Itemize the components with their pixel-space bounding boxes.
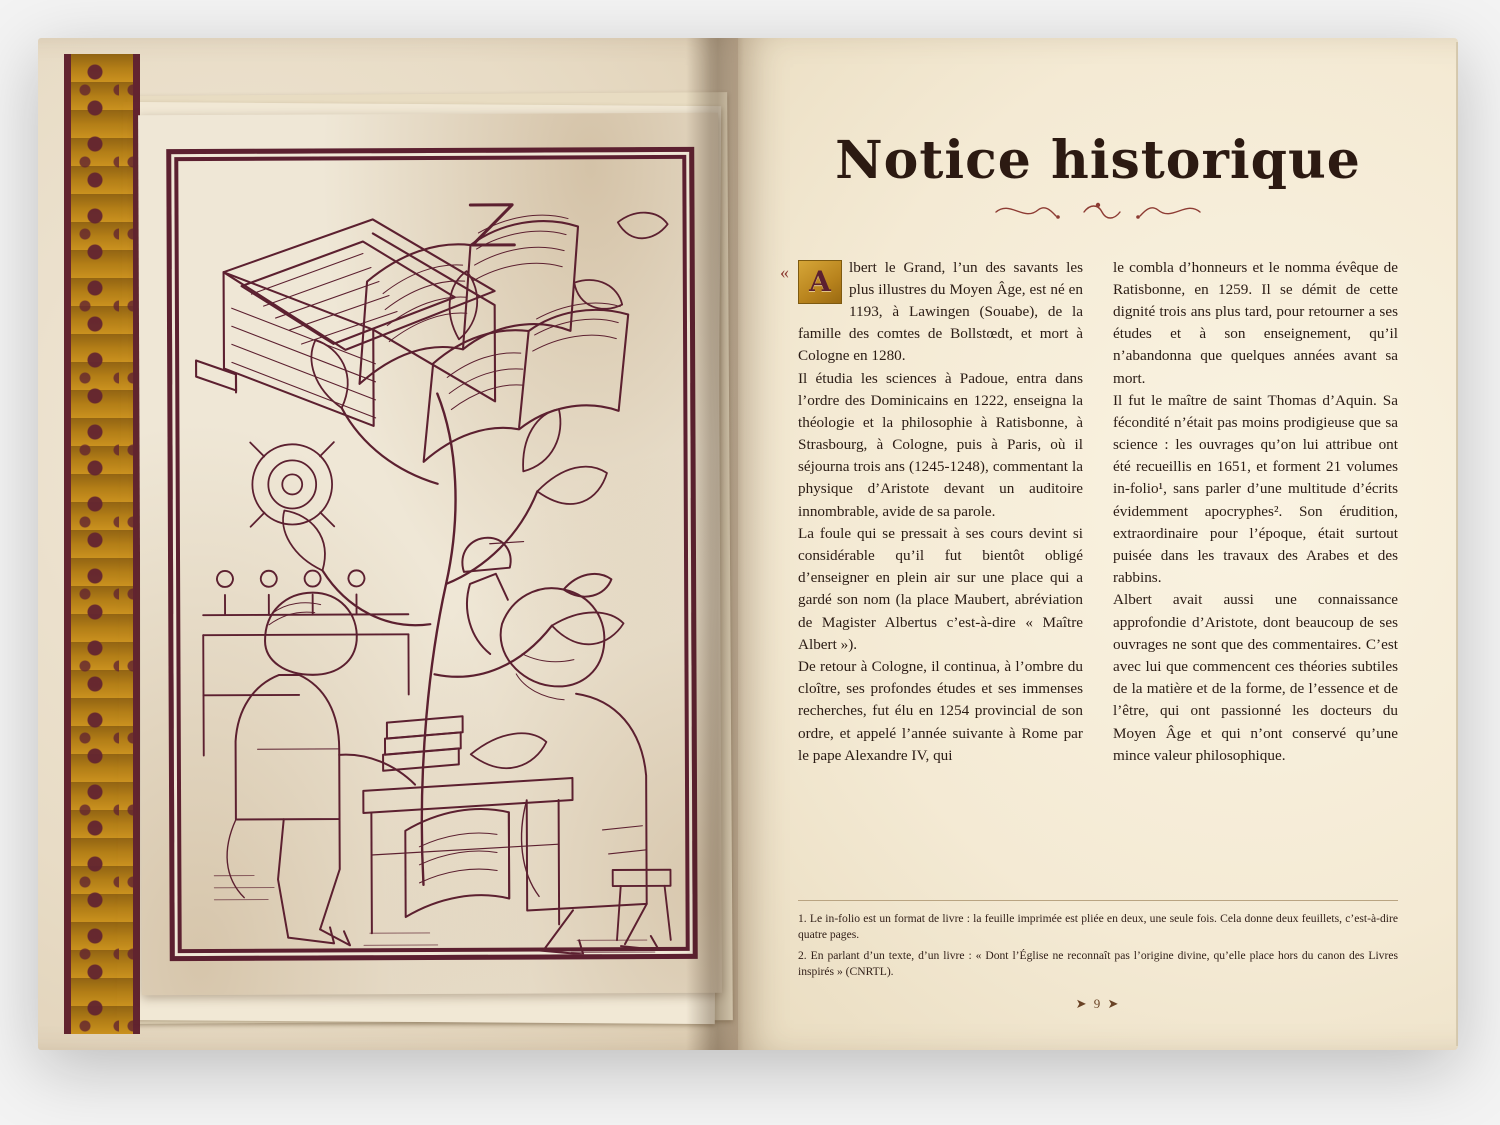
paragraph: Albert avait aussi une connaissance approfondie d’Aristote, dont beaucoup de ses ouvrages ne sont que des commentaires. C’est avec lui que commencent ces théories subtiles de la matière et de la forme, de l’essence et de l’être, qui ont passionné les docteurs du Moyen Âge et qui n’ont conservé qu’une mince valeur philosophique. <box>1113 591 1398 764</box>
paragraph: lbert le Grand, l’un des savants les plus illustres du Moyen Âge, est né en 1193, à Lawingen (Souabe), de la famille des comtes de Bollstœdt, et mort à Cologne en 1280. <box>798 258 1083 365</box>
opening-guillemet: « <box>780 261 789 282</box>
footnote-item: 2. En parlant d’un texte, d’un livre : « Dont l’Église ne reconnaît pas l’origine divine, qu’elle place hors du canon des Livres inspirés » (CNRTL). <box>798 948 1398 979</box>
column-left <box>780 257 1083 767</box>
two-column-layout <box>780 257 1398 767</box>
woodcut-frame <box>166 147 698 961</box>
page-title: Notice historique <box>835 130 1361 191</box>
drop-cap-letter: A <box>798 260 842 304</box>
left-page-illustration <box>38 38 738 1050</box>
paragraph: De retour à Cologne, il continua, à l’ombre du cloître, ses profondes études et ses immenses recherches, fut élu en 1254 provincial de son ordre, et appelé l’année suivante à Rome par le pape Alexandre IV, qui <box>798 657 1083 764</box>
footnote-item: 1. Le in-folio est un format de livre : la feuille imprimée est pliée en deux, une seule fois. Cela donne deux feuillets, c’est-à-dire quatre pages. <box>798 912 1398 942</box>
text-block <box>780 130 1398 767</box>
dropcap-paragraph <box>780 257 1083 368</box>
open-book <box>38 38 1458 1050</box>
title-divider-ornament <box>988 201 1208 223</box>
paragraph: le combla d’honneurs et le nomma évêque de Ratisbonne, en 1259. Il se démit de cette dignité trois ans plus tard, pour retourner a ses études et à son enseignement, qu’il n’abandonna que quelques années avant sa mort. <box>1113 258 1398 387</box>
woodcut-plate <box>138 113 722 996</box>
paragraph: La foule qui se pressait à ses cours devint si considérable qu’il fut bientôt obligé d’enseigner en plein air sur une place qui a gardé son nom (la place Maubert, abréviation de Magister Albertus c’est-à-dire « Maître Albert »). <box>798 524 1083 653</box>
paragraph: Il fut le maître de saint Thomas d’Aquin. Sa fécondité n’était pas moins prodigieuse que sa science : les ouvrages qu’on lui attribue ont été recueillis en 1651, et forment 21 volumes in-folio¹, sans parler d’une multitude d’écrits évidemment apocryphes². Son érudition, extraordinaire pour l’époque, était surtout puisée dans les travaux des Arabes et des rabbins. <box>1113 391 1398 587</box>
gilded-border-ornament <box>64 54 140 1034</box>
page-edge <box>1456 42 1458 1046</box>
column-right <box>1113 257 1398 767</box>
woodcut-albert-le-grand-scholars-icon <box>171 152 692 956</box>
paragraph: Il étudia les sciences à Padoue, entra dans l’ordre des Dominicains en 1222, enseigna la théologie et la philosophie à Ratisbonne, à Strasbourg, à Cologne, puis à Paris, où il séjourna trois ans (1245-1248), commentant la physique d’Aristote devant un auditoire innombrable, avide de sa parole. <box>798 369 1083 520</box>
page-folio: ➤ 9 ➤ <box>1075 996 1121 1011</box>
right-page-text <box>738 38 1458 1050</box>
footnotes-block <box>798 900 1398 985</box>
